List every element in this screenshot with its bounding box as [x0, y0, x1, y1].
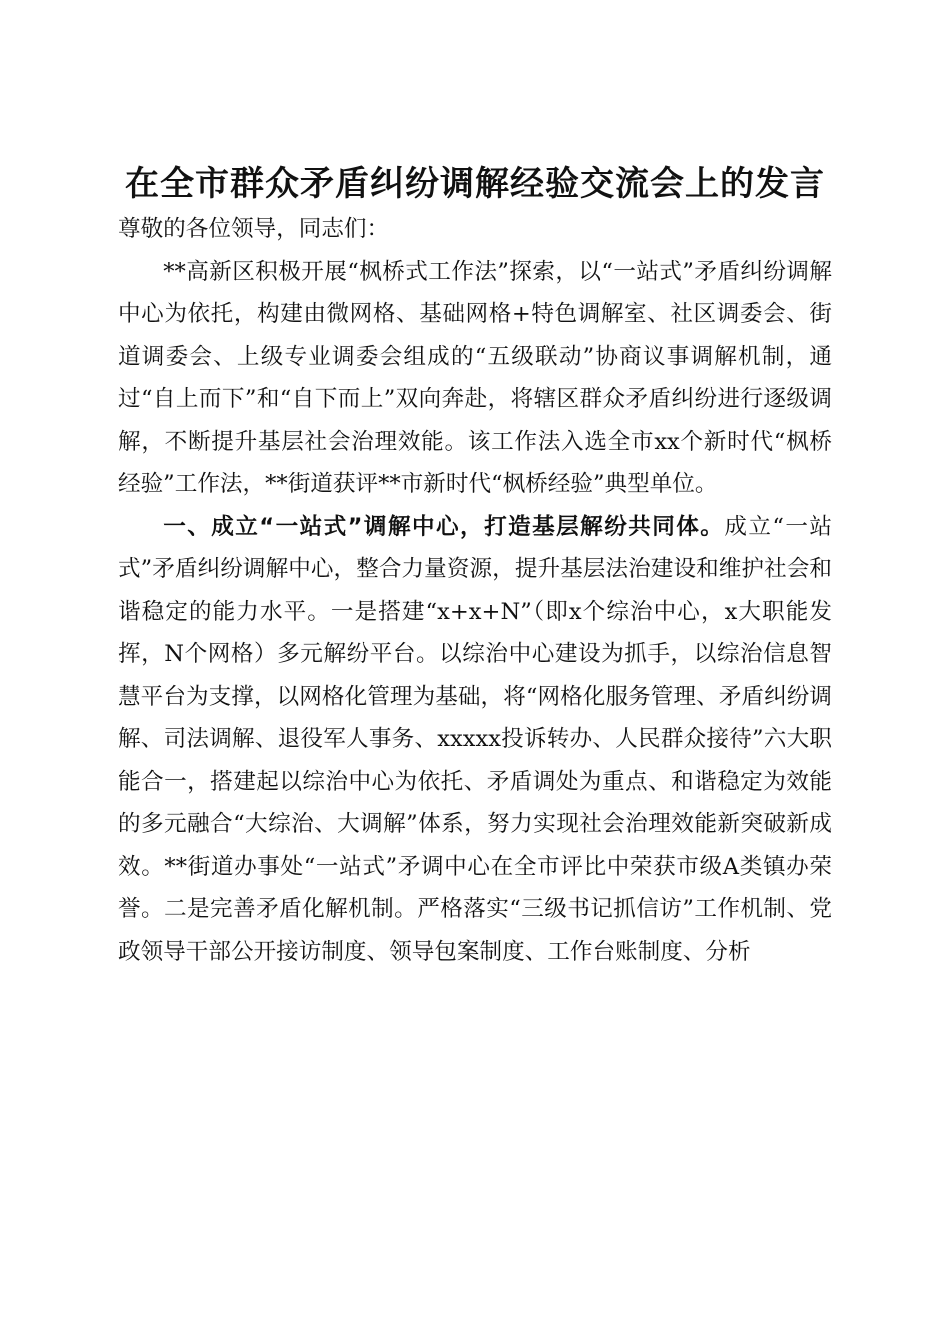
intro-paragraph-text: **高新区积极开展“枫桥式工作法”探索，以“一站式”矛盾纠纷调解中心为依托，构建由微网格、基础网格+特色调解室、社区调委会、街道调委会、上级专业调委会组成的“五级联动”协商议事调解机制，通过“自上而下”和“自下而上”双向奔赴，将辖区群众矛盾纠纷进行逐级调解，不断提升基层社会治理效能。该工作法入选全市xx个新时代“枫桥经验”工作法，**街道获评**市新时代“枫桥经验”典型单位。 — [118, 258, 832, 497]
document-title: 在全市群众矛盾纠纷调解经验交流会上的发言 — [125, 163, 825, 204]
section-one-paragraph — [118, 506, 832, 974]
section-one-heading: 一、成立“一站式”调解中心，打造基层解纷共同体。 — [163, 513, 725, 540]
salutation: 尊敬的各位领导，同志们： — [118, 216, 390, 242]
intro-paragraph — [118, 251, 832, 506]
document-body — [118, 208, 832, 973]
section-one-text: 成立“一站式”矛盾纠纷调解中心，整合力量资源，提升基层法治建设和维护社会和谐稳定的能力水平。一是搭建“x+x+N”（即x个综治中心，x大职能发挥，N个网格）多元解纷平台。以综治中心建设为抓手，以综治信息智慧平台为支撑，以网格化管理为基础，将“网格化服务管理、矛盾纠纷调解、司法调解、退役军人事务、xxxxx投诉转办、人民群众接待”六大职能合一，搭建起以综治中心为依托、矛盾调处为重点、和谐稳定为效能的多元融合“大综治、大调解”体系，努力实现社会治理效能新突破新成效。**街道办事处“一站式”矛调中心在全市评比中荣获市级A类镇办荣誉。二是完善矛盾化解机制。严格落实“三级书记抓信访”工作机制、党政领导干部公开接访制度、领导包案制度、工作台账制度、分析 — [118, 513, 832, 965]
